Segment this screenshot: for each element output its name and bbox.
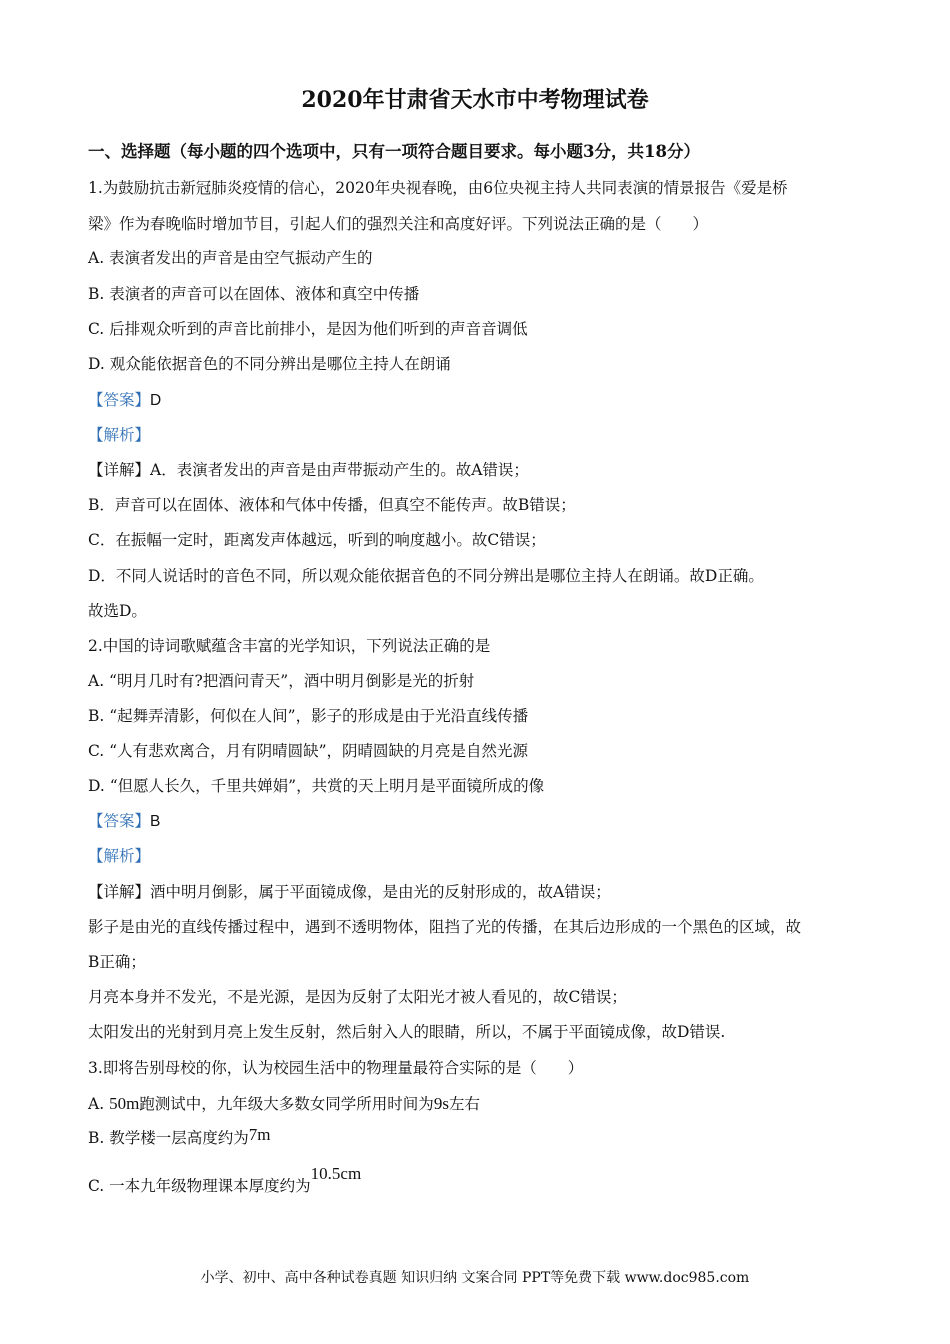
height-value: 7m [248, 1125, 271, 1144]
answer-tag: 【答案】 [88, 812, 151, 830]
q2-detail-line2: 影子是由光的直线传播过程中，遇到不透明物体，阻挡了光的传播，在其后边形成的一个黑色的区域，故 [88, 918, 802, 936]
option-label: A. [88, 1095, 105, 1113]
analysis-tag: 【解析】 [88, 847, 151, 865]
q2-stem: 2.中国的诗词歌赋蕴含丰富的光学知识，下列说法正确的是 [88, 637, 491, 655]
section-heading: 一、选择题（每小题的四个选项中，只有一项符合题目要求。每小题3分，共18分） [88, 142, 700, 161]
q1-option-c: C. 后排观众听到的声音比前排小，是因为他们听到的声音音调低 [88, 320, 528, 338]
q2-option-c: C. “人有悲欢离合，月有阴晴圆缺”，阴晴圆缺的月亮是自然光源 [88, 742, 529, 760]
q1-answer-row [88, 390, 161, 411]
q2-detail-line3: B正确； [88, 953, 146, 971]
thickness-value: 10.5cm [310, 1164, 362, 1183]
answer-value: D [150, 392, 162, 409]
q1-option-d: D. 观众能依据音色的不同分辨出是哪位主持人在朗诵 [88, 355, 451, 373]
q1-option-b: B. 表演者的声音可以在固体、液体和真空中传播 [88, 285, 420, 303]
q1-detail-line2: B．声音可以在固体、液体和气体中传播，但真空不能传声。故B错误； [88, 496, 576, 514]
q1-detail-line3: C．在振幅一定时，距离发声体越远，听到的响度越小。故C错误； [88, 531, 546, 549]
q3-option-c [88, 1164, 362, 1196]
q2-detail-line1: 【详解】酒中明月倒影，属于平面镜成像，是由光的反射形成的，故A错误； [88, 883, 611, 901]
answer-value: B [150, 813, 161, 830]
q3-option-b [88, 1125, 271, 1148]
q1-stem-line2: 梁》作为春晚临时增加节目，引起人们的强烈关注和高度好评。下列说法正确的是（ ） [88, 215, 709, 233]
option-text: 跑测试中，九年级大多数女同学所用时间为 [139, 1095, 434, 1113]
q2-detail-line4: 月亮本身并不发光，不是光源，是因为反射了太阳光才被人看见的，故C错误； [88, 988, 627, 1006]
time-value: 9s [433, 1094, 449, 1113]
q2-detail-line5: 太阳发出的光射到月亮上发生反射，然后射入人的眼睛，所以，不属于平面镜成像，故D错误. [88, 1023, 726, 1041]
q1-conclusion: 故选D。 [88, 602, 147, 620]
q2-option-a: A. “明月几时有?把酒问青天”，酒中明月倒影是光的折射 [88, 672, 475, 690]
option-suffix: 左右 [448, 1095, 480, 1113]
q3-option-a [88, 1094, 480, 1114]
q2-option-b: B. “起舞弄清影，何似在人间”，影子的形成是由于光沿直线传播 [88, 707, 529, 725]
q1-detail-line1: 【详解】A．表演者发出的声音是由声带振动产生的。故A错误； [88, 461, 529, 479]
answer-tag: 【答案】 [88, 391, 151, 409]
distance-value: 50m [109, 1094, 140, 1113]
analysis-tag: 【解析】 [88, 426, 151, 444]
page-footer: 小学、初中、高中各种试卷真题 知识归纳 文案合同 PPT等免费下载 www.doc985.com [200, 1270, 750, 1286]
option-text: B. 教学楼一层高度约为 [88, 1129, 249, 1147]
q1-detail-line4: D．不同人说话时的音色不同，所以观众能依据音色的不同分辨出是哪位主持人在朗诵。故D正确。 [88, 567, 764, 585]
option-text: C. 一本九年级物理课本厚度约为 [88, 1177, 311, 1195]
q3-stem: 3.即将告别母校的你，认为校园生活中的物理量最符合实际的是（ ） [88, 1059, 584, 1077]
q2-answer-row [88, 811, 160, 832]
q2-option-d: D. “但愿人长久，千里共婵娟”，共赏的天上明月是平面镜所成的像 [88, 777, 545, 795]
q1-option-a: A. 表演者发出的声音是由空气振动产生的 [88, 249, 373, 267]
page-title: 2020年甘肃省天水市中考物理试卷 [301, 87, 649, 113]
q1-stem-line1: 1.为鼓励抗击新冠肺炎疫情的信心，2020年央视春晚，由6位央视主持人共同表演的情景报告《爱是桥 [88, 179, 788, 197]
